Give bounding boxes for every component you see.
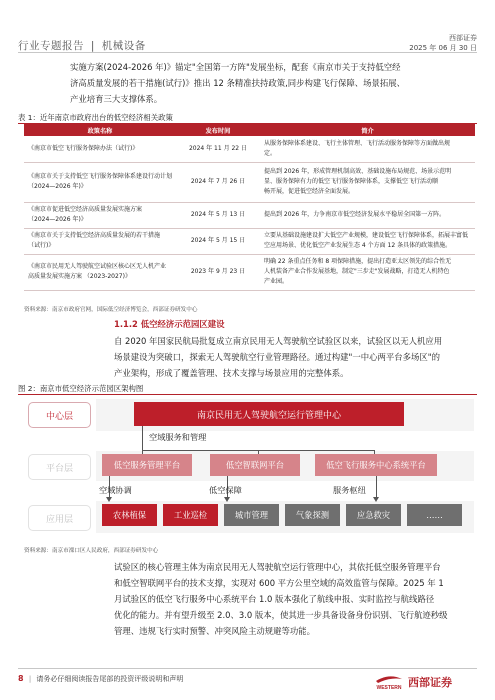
table-row bbox=[24, 136, 475, 162]
policy-name-cell: 《南京市促进低空经济高质量发展实施方案 （2024—2026 年)》 bbox=[24, 202, 176, 228]
svg-text:WESTERN: WESTERN bbox=[376, 685, 402, 691]
table-header-row bbox=[24, 124, 475, 136]
paragraph-line: 试验区的核心管理主体为南京民用无人驾驶航空运行管理中心，其依托低空服务管理平台 bbox=[114, 562, 441, 572]
intro-paragraph bbox=[70, 59, 480, 107]
paragraph-line: 优化的能力。并有望升级至 2.0、3.0 版本，使其进一步具备设备身份识别、飞行航迹秒级 bbox=[114, 610, 448, 620]
architecture-diagram bbox=[22, 397, 477, 540]
airspace-label: 空域服务和管理 bbox=[149, 432, 207, 442]
footer-divider bbox=[18, 668, 477, 669]
date-cell: 2023 年 9 月 23 日 bbox=[176, 254, 260, 290]
policy-name-cell: 《南京市民用无人驾驶航空试验区核心区无人机产业 高质量发展实施方案 （2023-2027)》 bbox=[24, 254, 176, 290]
summary-cell: 立要从基础设施建设扩大低空产业规模，建设低空飞行保障体系，拓展丰富低 空应用场景、优化低空产业发展生态 4 个方面 12 条具体的政策措施。 bbox=[260, 228, 475, 254]
summary-cell: 明确 22 条重点任务和 8 项保障措施，提出打造亚太区领先的综合性无 人机装备产业合作发展基地，制定"三步走"发展战略，打造无人机特色 产业园。 bbox=[260, 254, 475, 290]
logo-swoosh-icon bbox=[374, 671, 404, 691]
level-center: 中心层 bbox=[28, 402, 91, 428]
report-type: 行业专题报告 bbox=[18, 40, 84, 52]
footer-disclaimer: 请务必仔细阅读报告尾部的投资评级说明和声明 bbox=[36, 675, 184, 683]
flow-line bbox=[376, 476, 377, 498]
policy-name-cell: 《南京市关于支持低空飞行服务保障体系建设行动计划 （2024—2026 年)》 bbox=[24, 162, 176, 202]
date-cell: 2024 年 7 月 26 日 bbox=[176, 162, 260, 202]
paragraph-line: 场景建设为突破口，探索无人驾驶航空行业管理路径。通过构建"一中心两平台多场区"的 bbox=[114, 352, 440, 362]
figure-source: 资料来源：南京市溧口区人民政府，西部证券研发中心 bbox=[24, 548, 159, 554]
application-box: 气象探测 bbox=[285, 504, 340, 526]
paragraph-line: 自 2020 年国家民航局批复成立南京民用无人驾驶航空试验区以来，试验区以无人机应用 bbox=[114, 336, 443, 346]
header-separator: | bbox=[90, 40, 95, 52]
header-company: 西部证券 bbox=[449, 34, 477, 42]
figure-caption: 图 2：南京市低空经济示范园区架构图 bbox=[18, 384, 144, 393]
table-caption: 表 1：近年南京市政府出台的低空经济相关政策 bbox=[18, 113, 173, 122]
flow-label: 低空保障 bbox=[209, 485, 242, 495]
platform-box: 低空智联网平台 bbox=[210, 454, 300, 476]
header-divider bbox=[18, 52, 477, 53]
flow-arrow bbox=[373, 497, 379, 502]
footer-separator: | bbox=[28, 675, 32, 683]
platform-box: 低空飞行服务中心系统平台 bbox=[315, 454, 437, 476]
table-row bbox=[24, 228, 475, 254]
operation-paragraph bbox=[114, 559, 480, 639]
date-cell: 2024 年 11 月 22 日 bbox=[176, 136, 260, 162]
figure-caption-line bbox=[18, 394, 477, 395]
paragraph-line: 月试验区的低空飞行服务中心系统平台 1.0 版本强化了航线申报、实时监控与航线路径 bbox=[114, 594, 435, 604]
western-logo bbox=[374, 671, 404, 691]
flow-label: 服务枢纽 bbox=[333, 485, 366, 495]
table-source: 资料来源：南京市政府官网，国际低空经济博览会，西部证券研发中心 bbox=[24, 307, 198, 313]
policy-table bbox=[24, 124, 475, 291]
center-box: 南京民用无人驾驶航空运行管理中心 bbox=[134, 402, 404, 426]
header-date: 2025 年 06 月 30 日 bbox=[409, 44, 477, 52]
level-platform: 平台层 bbox=[28, 454, 91, 480]
flow-arrow bbox=[106, 497, 112, 502]
intro-park-paragraph bbox=[114, 333, 480, 381]
application-box: 工业巡检 bbox=[163, 504, 218, 526]
level-application: 应用层 bbox=[28, 505, 91, 531]
application-box: 农林植保 bbox=[102, 504, 157, 526]
page-number: 8 bbox=[18, 674, 24, 683]
paragraph-line: 产业架构，形成了覆盖管理、技术支撑与场景应用的完整体系。 bbox=[114, 368, 349, 378]
summary-cell: 提出到 2026 年，形成管理机制高效、基础设施布局规范、场景示范明 显、服务保障有力的低空飞行服务保障体系，支撑低空飞行活动顺 畅开展，促进低空经济全面发展。 bbox=[260, 162, 475, 202]
policy-name-cell: 《南京市关于支持低空经济高质量发展的若干措施 （试行)》 bbox=[24, 228, 176, 254]
platform-box: 低空服务管理平台 bbox=[102, 454, 192, 476]
col-header-date: 发布时间 bbox=[176, 124, 260, 136]
intro-line: 实施方案(2024-2026 年)》锚定"全国第一方阵"发展坐标，配套《南京市关于支持低空经 bbox=[70, 62, 401, 72]
report-header-title bbox=[18, 38, 146, 53]
policy-name-cell: 《南京市低空飞行服务保障办法（试行)》 bbox=[24, 136, 176, 162]
application-box: 城市管理 bbox=[224, 504, 279, 526]
table-row bbox=[24, 162, 475, 202]
brand-name: 西部证券 bbox=[408, 676, 452, 689]
intro-line: 济高质量发展的若干措施(试行)》推出 12 条精准扶持政策,同步构建飞行保障、场景拓展、 bbox=[70, 78, 406, 88]
application-box: 应急救灾 bbox=[346, 504, 401, 526]
col-header-policy: 政策名称 bbox=[24, 124, 176, 136]
flow-label: 空域协调 bbox=[99, 485, 132, 495]
table-row bbox=[24, 254, 475, 290]
section-heading: 1.1.2 低空经济示范园区建设 bbox=[114, 319, 225, 329]
date-cell: 2024 年 5 月 13 日 bbox=[176, 202, 260, 228]
industry-name: 机械设备 bbox=[101, 40, 146, 52]
paragraph-line: 和低空智联网平台的技术支撑，实现对 600 平方公里空域的高效监管与保障。2025 年 1 bbox=[114, 578, 444, 588]
date-cell: 2024 年 5 月 15 日 bbox=[176, 228, 260, 254]
summary-cell: 提出到 2026 年，力争南京市低空经济发展水平稳居全国第一方阵。 bbox=[260, 202, 475, 228]
table-row bbox=[24, 202, 475, 228]
application-box: …… bbox=[407, 504, 462, 526]
summary-cell: 从服务保障体系建设、飞行主体管理、飞行活动服务保障等方面做出规 定。 bbox=[260, 136, 475, 162]
col-header-summary: 简介 bbox=[260, 124, 475, 136]
intro-line: 产业培育三大支撑体系。 bbox=[70, 94, 163, 104]
footer-text bbox=[18, 674, 183, 684]
flow-arrow bbox=[224, 497, 230, 502]
paragraph-line: 管理、违规飞行实时预警、冲突风险主动规避等功能。 bbox=[114, 626, 315, 636]
